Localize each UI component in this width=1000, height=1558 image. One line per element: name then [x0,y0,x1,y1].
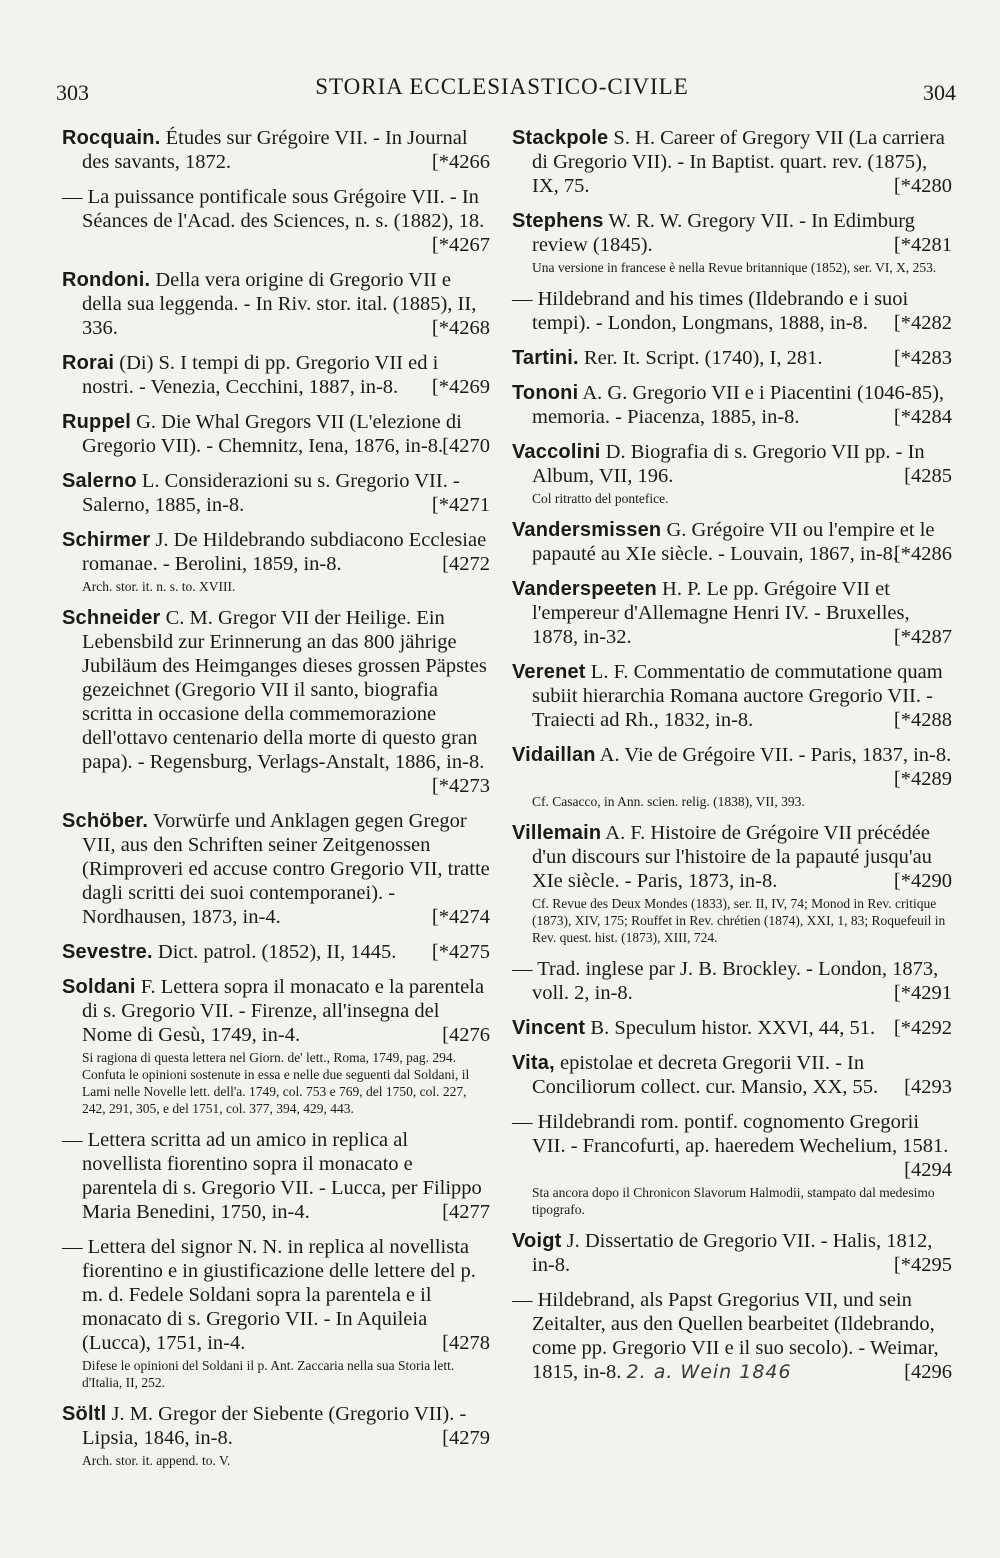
entry-note: Sta ancora dopo il Chronicon Slavorum Halmodii, stampato dal medesimo tipografo. [532,1185,935,1217]
entry-number: [*4288 [893,709,952,731]
entry-text: — La puissance pontificale sous Grégoire VII. - In Séances de l'Acad. des Sciences, n. s. (1882), 18. [62,186,485,232]
entry-number: [*4274 [431,906,490,928]
bibliography-entry [62,528,490,595]
bibliography-entry [512,1229,952,1277]
entry-text: (Di) S. I tempi di pp. Gregorio VII ed i nostri. - Venezia, Cecchini, 1887, in-8. [82,352,439,398]
bibliography-entry [512,1288,952,1384]
entry-number: [*4266 [431,151,490,173]
entry-body [512,577,952,649]
entry-text: Dict. patrol. (1852), II, 1445. [152,941,397,963]
page-number-left: 303 [56,80,89,105]
entry-text: C. M. Gregor VII der Heilige. Ein Lebensbild zur Erinnerung an das 800 jährige Jubiläum des Heimganges dieses grossen Päpstes gezeichnet (Gregorio VII il santo, biografia scritta in occasione della commemorazione dell'ottavo centenario della morte di questo gran papa). - Regensburg, Verlags-Anstalt, 1886, in-8. [82,607,487,773]
entry-body [62,528,490,576]
entry-text: J. De Hildebrando subdiacono Ecclesiae romanae. - Berolini, 1859, in-8. [82,529,487,575]
entry-author: Tononi [512,382,579,404]
handwritten-annotation: 2. a. Wein 1846 [626,1361,792,1383]
entry-body [512,209,952,257]
entry-author: Villemain [512,822,602,844]
entry-author: Vaccolini [512,441,601,463]
entry-body [62,1128,490,1224]
bibliography-entry [512,1016,952,1040]
entry-body [512,1110,952,1182]
entry-note: Arch. stor. it. append. to. V. [82,1453,231,1468]
entry-text: G. Grégoire VII ou l'empire et le papauté au XIe siècle. - Louvain, 1867, in-8. [532,519,935,565]
entry-text: B. Speculum histor. XXVI, 44, 51. [585,1017,876,1039]
entry-author: Söltl [62,1403,107,1425]
entry-text: W. R. W. Gregory VII. - In Edimburg review (1845). [532,210,915,256]
bibliography-entry [62,1402,490,1469]
entry-number: [*4283 [893,347,952,369]
entry-number: [*4280 [893,175,952,197]
entry-number: [*4295 [893,1254,952,1276]
bibliography-entry [512,440,952,507]
entry-body [62,1402,490,1450]
bibliography-entry [62,126,490,174]
entry-text: A. Vie de Grégoire VII. - Paris, 1837, in-8. [595,744,952,766]
entry-number: [*4269 [431,376,490,398]
bibliography-entry [512,957,952,1005]
entry-number: [*4284 [893,406,952,428]
entry-text: S. H. Career of Gregory VII (La carriera di Gregorio VII). - In Baptist. quart. rev. (1875), IX, 75. [532,127,945,197]
bibliography-entry [512,346,952,370]
entry-number: [4296 [904,1361,952,1383]
entry-text: J. Dissertatio de Gregorio VII. - Halis, 1812, in-8. [532,1230,933,1276]
entry-author: Sevestre. [62,941,153,963]
entry-body [62,940,490,964]
bibliography-entry [512,660,952,732]
entry-body [512,1229,952,1277]
entry-body [512,743,952,791]
entry-text: — Trad. inglese par J. B. Brockley. - London, 1873, voll. 2, in-8. [512,958,939,1004]
entry-number: [4276 [442,1024,490,1046]
entry-number: [*4281 [893,234,952,256]
entry-body [512,660,952,732]
entry-text: D. Biografia di s. Gregorio VII pp. - In Album, VII, 196. [532,441,925,487]
entry-note: Difese le opinioni del Soldani il p. Ant. Zaccaria nella sua Storia lett. d'Italia, II, 252. [82,1358,455,1390]
bibliography-entry [512,1051,952,1099]
entry-text: L. Considerazioni su s. Gregorio VII. - Salerno, 1885, in-8. [82,470,460,516]
entry-number: [*4291 [893,982,952,1004]
bibliography-entry [62,809,490,929]
entry-number: [*4275 [431,941,490,963]
entry-number: [4279 [442,1427,490,1449]
entry-number: [*4289 [893,768,952,790]
entry-text: Rer. It. Script. (1740), I, 281. [578,347,823,369]
entry-text: F. Lettera sopra il monacato e la parentela di s. Gregorio VII. - Firenze, all'insegna del Nome di Gesù, 1749, in-4. [82,976,485,1046]
entry-note: Col ritratto del pontefice. [532,491,669,506]
bibliography-entry [62,469,490,517]
entry-number: [*4290 [893,870,952,892]
entry-author: Stackpole [512,127,609,149]
entry-text: Vorwürfe und Anklagen gegen Gregor VII, aus den Schriften seiner Zeitgenossen (Rimproveri ed accuse contro Gregorio VII, tratte dagli scritti dei suoi contemporanei). - Nordhausen, 1873, in-4. [82,810,490,928]
entry-text: — Lettera scritta ad un amico in replica al novellista fiorentino sopra il monacato e parentela di s. Gregorio VII. - Lucca, per Filippo Maria Benedini, 1750, in-4. [62,1129,482,1223]
entry-author: Tartini. [512,347,579,369]
entry-number: [*4267 [431,234,490,256]
entry-note: Una versione in francese è nella Revue britannique (1852), ser. VI, X, 253. [532,260,937,275]
entry-number: [*4286 [893,543,952,565]
entry-author: Schirmer [62,529,151,551]
entry-author: Vita, [512,1052,555,1074]
entry-author: Vandersmissen [512,519,662,541]
entry-body [512,821,952,893]
entry-number: [4278 [442,1332,490,1354]
entry-text: A. G. Gregorio VII e i Piacentini (1046-85), memoria. - Piacenza, 1885, in-8. [532,382,945,428]
entry-number: [4285 [904,465,952,487]
entry-text: Études sur Grégoire VII. - In Journal des savants, 1872. [82,127,468,173]
entry-note: Cf. Casacco, in Ann. scien. relig. (1838), VII, 393. [532,794,805,809]
bibliography-entry [62,606,490,798]
entry-text: G. Die Whal Gregors VII (L'elezione di Gregorio VII). - Chemnitz, Iena, 1876, in-8. [82,411,462,457]
running-header [48,70,956,104]
entry-body [62,351,490,399]
entry-text: H. P. Le pp. Grégoire VII et l'empereur d'Allemagne Henri IV. - Bruxelles, 1878, in-32. [532,578,910,648]
entry-body [62,410,490,458]
bibliography-entry [62,268,490,340]
entry-body [512,440,952,488]
entry-text: — Hildebrand and his times (Ildebrando e i suoi tempi). - London, Longmans, 1888, in-8. [512,288,909,334]
entry-number: [4294 [904,1159,952,1181]
entry-body [512,1288,952,1384]
bibliography-entry [512,209,952,276]
bibliography-entry [62,940,490,964]
entry-body [62,975,490,1047]
entry-body [62,185,490,257]
entry-body [62,809,490,929]
entry-number: [*4292 [893,1017,952,1039]
entry-number: [*4271 [431,494,490,516]
entry-text: Della vera origine di Gregorio VII e della sua leggenda. - In Riv. stor. ital. (1885), II, 336. [82,269,477,339]
entry-number: [*4268 [431,317,490,339]
entry-body [62,606,490,798]
entry-body [62,268,490,340]
entry-number: [4272 [442,553,490,575]
bibliography-entry [512,577,952,649]
page-number-right: 304 [923,80,956,105]
entry-text: — Lettera del signor N. N. in replica al novellista fiorentino e in giustificazione delle lettere del p. m. d. Fedele Soldani sopra la parentela e il monacato di s. Gregorio VII. - In Aquileia (Lucca), 1751, in-4. [62,1236,476,1354]
entry-text: — Hildebrand, als Papst Gregorius VII, und sein Zeitalter, aus den Quellen bearbeitet (Ildebrando, come pp. Gregorio VII e il suo secolo). - Weimar, 1815, in-8. [512,1289,939,1383]
entry-note: Cf. Revue des Deux Mondes (1833), ser. II, IV, 74; Monod in Rev. critique (1873), XIV, 175; Rouffet in Rev. chrétien (1874), XXI, 1, 83; Roquefeuil in Rev. quest. hist. (1873), XIII, 724. [532,896,946,945]
entry-body [512,518,952,566]
page-title: STORIA ECCLESIASTICO-CIVILE [315,74,689,99]
bibliography-entry [62,410,490,458]
entry-number: [4293 [904,1076,952,1098]
entry-author: Rondoni. [62,269,151,291]
entry-body [512,1016,952,1040]
entry-author: Rocquain. [62,127,161,149]
entry-note: Arch. stor. it. n. s. to. XVIII. [82,579,236,594]
entry-author: Ruppel [62,411,131,433]
entry-author: Rorai [62,352,115,374]
entry-body [62,1235,490,1355]
entry-author: Voigt [512,1230,562,1252]
entry-text: A. F. Histoire de Grégoire VII précédée d'un discours sur l'histoire de la papauté jusqu'au XIe siècle. - Paris, 1873, in-8. [532,822,932,892]
entry-author: Schöber. [62,810,149,832]
entry-author: Verenet [512,661,586,683]
entry-author: Salerno [62,470,137,492]
bibliography-entry [512,381,952,429]
entry-body [512,957,952,1005]
bibliography-entry [512,1110,952,1218]
entry-author: Vincent [512,1017,586,1039]
bibliography-entry [512,126,952,198]
entry-number: [4270 [442,435,490,457]
right-column [512,126,952,1395]
left-column [62,126,490,1480]
entry-author: Vidaillan [512,744,596,766]
entry-note: Si ragiona di questa lettera nel Giorn. de' lett., Roma, 1749, pag. 294. Confuta le opinioni sostenute in essa e nelle due seguenti dal Soldani, il Lami nelle Novelle lett. dell'a. 1749, col. 753 e 769, del 1750, col. 227, 242, 291, 305, e del 1751, col. 377, 394, 429, 443. [82,1050,470,1116]
entry-author: Schneider [62,607,161,629]
entry-author: Vanderspeeten [512,578,657,600]
entry-number: [*4273 [431,775,490,797]
entry-number: [*4282 [893,312,952,334]
bibliography-entry [62,1128,490,1224]
entry-text: J. M. Gregor der Siebente (Gregorio VII). - Lipsia, 1846, in-8. [82,1403,467,1449]
entry-body [62,126,490,174]
entry-body [512,1051,952,1099]
entry-body [512,346,952,370]
entry-body [512,287,952,335]
bibliography-entry [512,743,952,810]
entry-number: [*4287 [893,626,952,648]
bibliography-entry [512,518,952,566]
bibliography-entry [62,975,490,1117]
entry-body [512,126,952,198]
entry-number: [4277 [442,1201,490,1223]
bibliography-entry [62,1235,490,1391]
entry-author: Soldani [62,976,136,998]
bibliography-entry [512,821,952,946]
bibliography-entry [512,287,952,335]
bibliography-entry [62,351,490,399]
entry-text: — Hildebrandi rom. pontif. cognomento Gregorii VII. - Francofurti, ap. haeredem Wechelium, 1581. [512,1111,949,1157]
entry-author: Stephens [512,210,604,232]
entry-text: L. F. Commentatio de commutatione quam subiit hierarchia Romana auctore Gregorio VII. - Traiecti ad Rh., 1832, in-8. [532,661,943,731]
entry-text: epistolae et decreta Gregorii VII. - In Conciliorum collect. cur. Mansio, XX, 55. [532,1052,879,1098]
bibliography-entry [62,185,490,257]
entry-body [62,469,490,517]
entry-body [512,381,952,429]
